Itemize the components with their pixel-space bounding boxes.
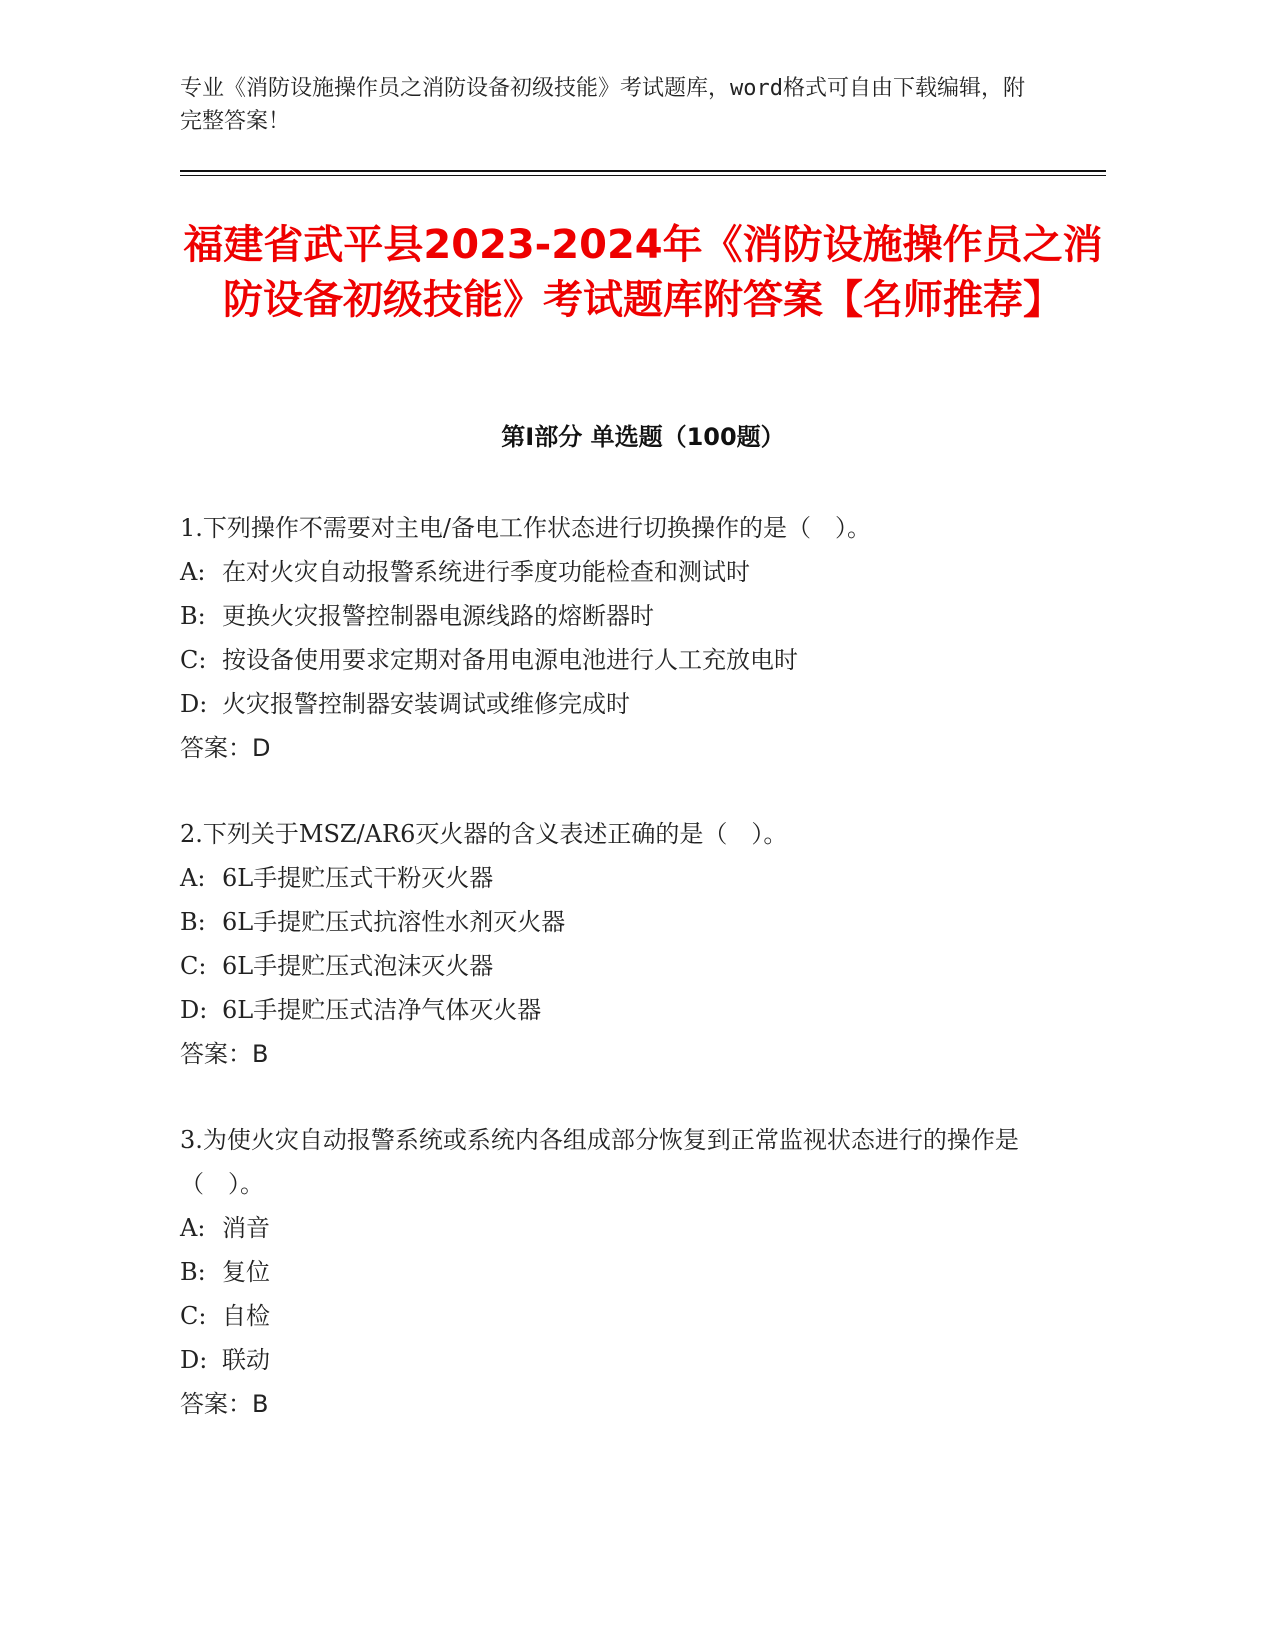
option-text: 复位 bbox=[222, 1258, 270, 1286]
question-3 bbox=[180, 1118, 1040, 1426]
question-1 bbox=[180, 506, 1040, 770]
option-text: 6L手提贮压式抗溶性水剂灭火器 bbox=[222, 908, 566, 936]
option-text: 消音 bbox=[222, 1214, 270, 1242]
answer-label: 答案： bbox=[180, 734, 252, 762]
header-divider-thin bbox=[180, 175, 1106, 176]
option-b bbox=[180, 594, 1040, 638]
option-a bbox=[180, 856, 1040, 900]
option-text: 在对火灾自动报警系统进行季度功能检查和测试时 bbox=[222, 558, 750, 586]
answer-line bbox=[180, 1382, 1040, 1426]
option-key: A: bbox=[180, 1214, 206, 1242]
answer-value: B bbox=[252, 1040, 269, 1068]
option-text: 6L手提贮压式洁净气体灭火器 bbox=[222, 996, 542, 1024]
option-key: D: bbox=[180, 690, 208, 718]
option-text: 联动 bbox=[222, 1346, 270, 1374]
section-heading: 第Ⅰ部分 单选题（100题） bbox=[501, 423, 785, 451]
answer-label: 答案： bbox=[180, 1390, 252, 1418]
option-c bbox=[180, 944, 1040, 988]
answer-value: B bbox=[252, 1390, 269, 1418]
option-b bbox=[180, 900, 1040, 944]
option-key: A: bbox=[180, 558, 206, 586]
option-text: 6L手提贮压式干粉灭火器 bbox=[222, 864, 494, 892]
option-text: 按设备使用要求定期对备用电源电池进行人工充放电时 bbox=[222, 646, 798, 674]
answer-line bbox=[180, 726, 1040, 770]
option-key: B: bbox=[180, 1258, 206, 1286]
option-key: D: bbox=[180, 996, 208, 1024]
answer-line bbox=[180, 1032, 1040, 1076]
option-key: C: bbox=[180, 646, 207, 674]
header-note: 专业《消防设施操作员之消防设备初级技能》考试题库，word格式可自由下载编辑，附完整答案！ bbox=[180, 76, 1025, 134]
option-d bbox=[180, 988, 1040, 1032]
option-a bbox=[180, 1206, 1040, 1250]
option-c bbox=[180, 638, 1040, 682]
option-d bbox=[180, 1338, 1040, 1382]
option-key: C: bbox=[180, 1302, 207, 1330]
option-text: 自检 bbox=[222, 1302, 270, 1330]
option-text: 更换火灾报警控制器电源线路的熔断器时 bbox=[222, 602, 654, 630]
option-key: D: bbox=[180, 1346, 208, 1374]
question-stem: 3.为使火灾自动报警系统或系统内各组成部分恢复到正常监视状态进行的操作是（ ）。 bbox=[180, 1126, 1019, 1198]
question-list bbox=[180, 506, 1040, 1468]
option-text: 6L手提贮压式泡沫灭火器 bbox=[222, 952, 494, 980]
option-d bbox=[180, 682, 1040, 726]
question-2 bbox=[180, 812, 1040, 1076]
option-c bbox=[180, 1294, 1040, 1338]
option-a bbox=[180, 550, 1040, 594]
answer-value: D bbox=[252, 734, 271, 762]
answer-label: 答案： bbox=[180, 1040, 252, 1068]
option-key: A: bbox=[180, 864, 206, 892]
question-stem: 2.下列关于MSZ/AR6灭火器的含义表述正确的是（ ）。 bbox=[180, 820, 788, 848]
option-key: C: bbox=[180, 952, 207, 980]
option-b bbox=[180, 1250, 1040, 1294]
question-stem: 1.下列操作不需要对主电/备电工作状态进行切换操作的是（ ）。 bbox=[180, 514, 871, 542]
option-key: B: bbox=[180, 908, 206, 936]
header-divider-thick bbox=[180, 170, 1106, 172]
option-key: B: bbox=[180, 602, 206, 630]
option-text: 火灾报警控制器安装调试或维修完成时 bbox=[222, 690, 630, 718]
document-title: 福建省武平县2023-2024年《消防设施操作员之消防设备初级技能》考试题库附答案【名师推荐】 bbox=[183, 222, 1103, 323]
